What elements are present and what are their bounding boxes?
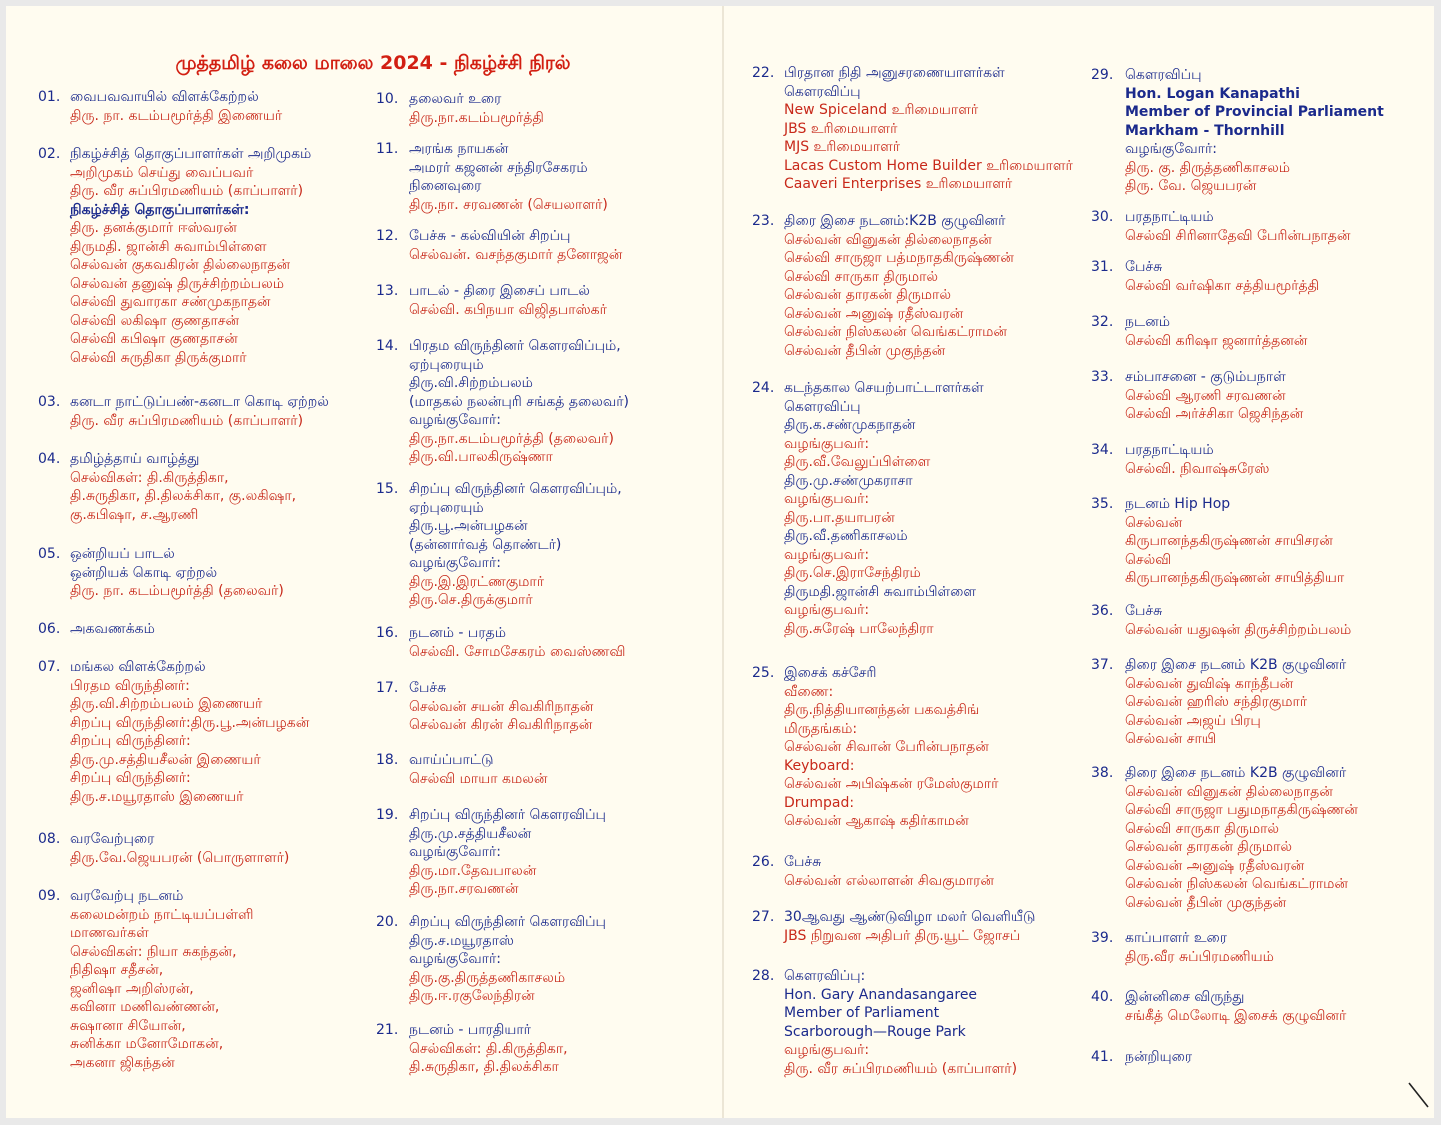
item-line: நடனம் bbox=[1125, 314, 1170, 330]
item-details bbox=[70, 830, 289, 867]
item-number: 08. bbox=[38, 831, 61, 847]
item-details bbox=[70, 450, 296, 524]
item-line: செல்வன் ஆகாஷ் கதிர்காமன் bbox=[784, 813, 969, 829]
item-number: 31. bbox=[1091, 259, 1114, 275]
item-line: செல்வன் அனுஷ் ரதீஸ்வரன் bbox=[784, 305, 964, 322]
item-number: 04. bbox=[38, 451, 61, 467]
item-line: திரு.செ.இராசேந்திரம் bbox=[784, 565, 921, 581]
item-line: கௌரவிப்பு bbox=[1125, 67, 1202, 83]
item-details bbox=[784, 853, 994, 890]
item-number: 10. bbox=[376, 91, 399, 107]
item-details bbox=[70, 393, 329, 430]
item-line: திரு.ச.மயூரதாஸ் bbox=[409, 932, 514, 949]
item-details bbox=[1125, 441, 1269, 478]
item-line: செல்வன் நிஸ்கலன் வெங்கட்ராமன் bbox=[1125, 876, 1348, 892]
item-line: திரு. கு. திருத்தணிகாசலம் bbox=[1125, 159, 1291, 176]
item-line: வழங்குவோர்: bbox=[409, 412, 501, 428]
item-number: 21. bbox=[376, 1022, 399, 1038]
item-line: கௌரவிப்பு bbox=[784, 398, 861, 415]
item-number: 27. bbox=[752, 909, 775, 925]
item-line: திரை இசை நடனம் K2B குழுவினர் bbox=[1125, 765, 1347, 781]
item-number: 20. bbox=[376, 914, 399, 930]
item-line: செல்வி அர்ச்சிகா ஜெசிந்தன் bbox=[1125, 406, 1304, 422]
item-details bbox=[1125, 602, 1351, 639]
item-line: வழங்குபவர்: bbox=[784, 1042, 870, 1058]
item-line: ஒன்றியக் கொடி ஏற்றல் bbox=[70, 564, 218, 581]
item-line: செல்வி. கபிநயா விஜிதபாஸ்கர் bbox=[409, 301, 607, 318]
item-line: வழங்குவோர்: bbox=[1125, 141, 1217, 157]
item-line: செல்வன் சாயி bbox=[1125, 731, 1217, 747]
item-line: திரு.மு.சண்முகராசா bbox=[784, 472, 913, 489]
item-number: 40. bbox=[1091, 989, 1114, 1005]
item-line: வழங்குபவர்: bbox=[784, 435, 870, 452]
item-line: செல்வி சாருகா திருமால் bbox=[784, 268, 939, 285]
item-line: செல்விகள்: நியா சுகந்தன், bbox=[70, 943, 237, 960]
item-line: கௌரவிப்பு bbox=[784, 83, 861, 100]
item-line: செல்வன் யதுஷன் திருச்சிற்றம்பலம் bbox=[1125, 621, 1352, 638]
item-number: 05. bbox=[38, 546, 61, 562]
item-details bbox=[409, 282, 607, 319]
item-number: 15. bbox=[376, 481, 399, 497]
item-line: Keyboard: bbox=[784, 757, 855, 774]
item-details bbox=[1125, 368, 1303, 424]
item-line: திரு.நா.கடம்பமூர்த்தி bbox=[409, 109, 544, 126]
item-line: திரு. நா. கடம்பமூர்த்தி (தலைவர்) bbox=[70, 583, 284, 599]
item-number: 26. bbox=[752, 854, 775, 870]
item-line: திரு.நா.சரவணன் bbox=[409, 881, 519, 897]
item-details bbox=[1125, 495, 1344, 588]
item-details bbox=[409, 140, 608, 214]
item-line: Scarborough—Rouge Park bbox=[784, 1023, 966, 1040]
item-line: திரு. வீர சுப்பிரமணியம் (காப்பாளர்) bbox=[70, 183, 304, 199]
item-line: கலைமன்றம் நாட்டியப்பள்ளி bbox=[70, 906, 254, 923]
item-line: தி.சுருதிகா, தி.திலக்சிகா, கு.லகிஷா, bbox=[70, 488, 297, 504]
item-number: 02. bbox=[38, 146, 61, 162]
item-number: 41. bbox=[1091, 1049, 1114, 1065]
item-line: செல்வி கரிஷா ஜனார்த்தனன் bbox=[1125, 332, 1308, 349]
item-line: செல்வன் தனுஷ் திருச்சிற்றம்பலம் bbox=[70, 275, 284, 292]
item-line: திரு. நா. கடம்பமூர்த்தி இணையர் bbox=[70, 107, 283, 124]
item-line: பேச்சு bbox=[1125, 259, 1163, 275]
item-line: நிகழ்ச்சித் தொகுப்பாளர்கள்: bbox=[70, 201, 250, 218]
item-line: கிருபானந்தகிருஷ்ணன் சாயிசரன் bbox=[1125, 533, 1333, 549]
item-details bbox=[70, 545, 284, 601]
item-line: செல்வன் அபிஷ்கன் ரமேஸ்குமார் bbox=[784, 776, 999, 792]
item-line: செல்வி bbox=[1125, 551, 1172, 568]
item-number: 29. bbox=[1091, 67, 1114, 83]
item-details bbox=[409, 480, 622, 610]
item-line: வழங்குபவர்: bbox=[784, 546, 870, 563]
item-line: செல்வன் தீபின் முகுந்தன் bbox=[1125, 894, 1287, 911]
item-line: அகனா ஜிகந்தன் bbox=[70, 1054, 175, 1071]
item-details bbox=[70, 620, 155, 639]
item-details bbox=[409, 624, 625, 661]
item-number: 37. bbox=[1091, 657, 1114, 673]
item-line: செல்வன் வினுகன் தில்லைநாதன் bbox=[1125, 783, 1333, 800]
item-line: நினைவுரை bbox=[409, 178, 482, 194]
item-line: திரு. தனக்குமார் ஈஸ்வரன் bbox=[70, 220, 237, 236]
item-line: திரு.வீ.வேலுப்பிள்ளை bbox=[784, 454, 931, 470]
item-line: செல்விகள்: தி.கிருத்திகா, bbox=[409, 1040, 568, 1057]
item-number: 11. bbox=[376, 141, 399, 157]
item-number: 34. bbox=[1091, 442, 1114, 458]
item-line: வரவேற்பு நடனம் bbox=[70, 888, 184, 904]
item-line: செல்விகள்: தி.கிருத்திகா, bbox=[70, 469, 229, 486]
item-line: MJS உரிமையாளர் bbox=[784, 139, 901, 155]
item-line: செல்வன் துவிஷ் காந்தீபன் bbox=[1125, 675, 1294, 692]
item-line: சங்கீத் மெலோடி இசைக் குழுவினர் bbox=[1125, 1007, 1347, 1024]
item-details bbox=[409, 337, 629, 467]
item-number: 30. bbox=[1091, 209, 1114, 225]
item-line: அரங்க நாயகன் bbox=[409, 141, 509, 157]
item-line: செல்வன் bbox=[1125, 514, 1183, 531]
item-details bbox=[1125, 656, 1346, 749]
item-line: செல்வன் கிரன் சிவகிரிநாதன் bbox=[409, 717, 593, 733]
item-line: Hon. Logan Kanapathi bbox=[1125, 85, 1300, 102]
item-line: செல்வி. நிவாஷ்சுரேஸ் bbox=[1125, 460, 1270, 477]
item-line: திரு.செ.திருக்குமார் bbox=[409, 592, 533, 608]
item-details bbox=[1125, 764, 1358, 912]
item-line: வாய்ப்பாட்டு bbox=[409, 752, 494, 768]
item-number: 39. bbox=[1091, 930, 1114, 946]
item-details bbox=[1125, 1048, 1192, 1067]
item-details bbox=[409, 1021, 568, 1077]
item-line: கனடா நாட்டுப்பண்-கனடா கொடி ஏற்றல் bbox=[70, 394, 329, 410]
item-line: ஒன்றியப் பாடல் bbox=[70, 546, 175, 562]
item-line: திரு.பா.தயாபரன் bbox=[784, 509, 895, 526]
item-line: நடனம் - பாரதியார் bbox=[409, 1022, 531, 1038]
item-line: சிறப்பு விருந்தினர் கௌரவிப்பும், bbox=[409, 481, 622, 497]
item-line: திரு.வீர சுப்பிரமணியம் bbox=[1125, 948, 1274, 965]
item-details bbox=[784, 212, 1014, 360]
item-line: Lacas Custom Home Builder உரிமையாளர் bbox=[784, 157, 1073, 174]
item-number: 13. bbox=[376, 283, 399, 299]
item-line: ஜனிஷா அறிஸ்ரன், bbox=[70, 980, 194, 997]
item-line: திரு.மு.சத்தியசீலன் bbox=[409, 825, 532, 842]
item-details bbox=[784, 967, 1017, 1078]
item-line: திரு.கு.திருத்தணிகாசலம் bbox=[409, 969, 566, 986]
item-line: திரு.வி.பாலகிருஷ்ணா bbox=[409, 449, 553, 465]
item-line: திரு.நா.கடம்பமூர்த்தி (தலைவர்) bbox=[409, 430, 614, 447]
item-line: கிருபானந்தகிருஷ்ணன் சாயித்தியா bbox=[1125, 570, 1345, 586]
item-line: திரு.வி.சிற்றம்பலம் bbox=[409, 375, 533, 391]
item-line: செல்வன் சிவான் பேரின்பநாதன் bbox=[784, 739, 989, 755]
item-line: பேச்சு - கல்வியின் சிறப்பு bbox=[409, 228, 571, 244]
item-details bbox=[409, 806, 606, 899]
item-details bbox=[784, 908, 1035, 945]
item-line: சுனிக்கா மனோமோகன், bbox=[70, 1036, 224, 1052]
item-line: பிரதான நிதி அனுசரணையாளர்கள் bbox=[784, 65, 1005, 81]
item-line: செல்வி. சோமசேகரம் வைஸ்ணவி bbox=[409, 643, 626, 660]
item-line: வழங்குவோர்: bbox=[409, 844, 501, 860]
item-number: 23. bbox=[752, 213, 775, 229]
item-line: வழங்குவோர்: bbox=[409, 555, 501, 571]
item-line: அகவணக்கம் bbox=[70, 621, 155, 637]
item-line: கவினா மணிவண்ணன், bbox=[70, 999, 220, 1015]
item-line: ஏற்புரையும் bbox=[409, 356, 484, 373]
item-line: செல்வி சாருஜா பதுமநாதகிருஷ்ணன் bbox=[1125, 802, 1358, 818]
item-line: JBS உரிமையாளர் bbox=[784, 120, 898, 137]
item-number: 35. bbox=[1091, 496, 1114, 512]
item-line: திரு.நா. சரவணன் (செயலாளர்) bbox=[409, 196, 608, 213]
item-line: திரு.பூ.அன்பழகன் bbox=[409, 518, 528, 534]
item-line: திரு.இ.இரட்ணகுமார் bbox=[409, 573, 545, 590]
item-line: பேச்சு bbox=[409, 680, 447, 696]
item-line: செல்வன் சயன் சிவகிரிநாதன் bbox=[409, 698, 594, 715]
item-line: செல்வன் ஹரிஸ் சந்திரகுமார் bbox=[1125, 694, 1308, 710]
item-line: கு.கபிஷா, ச.ஆரணி bbox=[70, 506, 199, 523]
item-line: நடனம் - பரதம் bbox=[409, 625, 506, 641]
item-line: செல்வி சாருகா திருமால் bbox=[1125, 820, 1280, 837]
item-line: நிதிஷா சதீசன், bbox=[70, 962, 164, 978]
item-line: திரு.க.சண்முகநாதன் bbox=[784, 417, 916, 433]
item-line: இசைக் கச்சேரி bbox=[784, 665, 877, 681]
item-line: அமரர் கஜனன் சந்திரசேகரம் bbox=[409, 159, 588, 176]
item-line: Drumpad: bbox=[784, 794, 855, 811]
item-details bbox=[409, 227, 622, 264]
pen-mark bbox=[1406, 1080, 1432, 1110]
item-line: சம்பாசனை - குடும்பநாள் bbox=[1125, 369, 1286, 385]
item-number: 33. bbox=[1091, 369, 1114, 385]
item-line: திரு.வி.சிற்றம்பலம் இணையர் bbox=[70, 696, 263, 712]
item-line: செல்வன். வசந்தகுமார் தனோஜன் bbox=[409, 246, 623, 263]
item-line: திருமதி.ஜான்சி சுவாம்பிள்ளை bbox=[784, 583, 977, 600]
item-number: 09. bbox=[38, 888, 61, 904]
item-line: கௌரவிப்பு: bbox=[784, 968, 866, 984]
item-number: 24. bbox=[752, 380, 775, 396]
item-line: செல்வி சாருஜா பத்மநாதகிருஷ்ணன் bbox=[784, 250, 1014, 266]
item-line: நடனம் Hip Hop bbox=[1125, 496, 1231, 512]
item-number: 16. bbox=[376, 625, 399, 641]
item-line: Caaveri Enterprises உரிமையாளர் bbox=[784, 176, 1013, 192]
item-number: 07. bbox=[38, 659, 61, 675]
item-line: பிரதம விருந்தினர்: bbox=[70, 677, 190, 694]
item-line: பரதநாட்டியம் bbox=[1125, 442, 1214, 458]
item-line: மாணவர்கள் bbox=[70, 925, 149, 941]
item-details bbox=[1125, 313, 1307, 350]
item-number: 03. bbox=[38, 394, 61, 410]
item-line: திரு.சுரேஷ் பாலேந்திரா bbox=[784, 620, 934, 637]
item-line: திரு.வே.ஜெயபரன் (பொருளாளர்) bbox=[70, 849, 290, 866]
item-line: திரு.நித்தியானந்தன் பகவத்சிங் bbox=[784, 702, 980, 718]
item-line: திரு.மு.சத்தியசீலன் இணையர் bbox=[70, 751, 261, 768]
item-line: சிறப்பு விருந்தினர் கௌரவிப்பு bbox=[409, 914, 606, 930]
item-number: 06. bbox=[38, 621, 61, 637]
item-line: (தன்னார்வத் தொண்டர்) bbox=[409, 536, 562, 553]
item-line: செல்வன் குகவகிரன் தில்லைநாதன் bbox=[70, 257, 291, 273]
item-line: செல்வன் வினுகன் தில்லைநாதன் bbox=[784, 231, 992, 248]
item-line: செல்வி கபிஷா குணதாசன் bbox=[70, 331, 238, 347]
item-line: வழங்குவோர்: bbox=[409, 951, 501, 967]
item-line: பேச்சு bbox=[784, 854, 822, 870]
item-line: மங்கல விளக்கேற்றல் bbox=[70, 659, 206, 675]
item-details bbox=[1125, 66, 1384, 196]
item-line: செல்வன் நிஸ்கலன் வெங்கட்ராமன் bbox=[784, 324, 1007, 340]
item-line: தி.சுருதிகா, தி.திலக்சிகா bbox=[409, 1059, 559, 1075]
item-line: திரை இசை நடனம்:K2B குழுவினர் bbox=[784, 213, 1006, 229]
item-details bbox=[1125, 258, 1319, 295]
item-line: இன்னிசை விருந்து bbox=[1125, 989, 1245, 1005]
item-line: திருமதி. ஜான்சி சுவாம்பிள்ளை bbox=[70, 238, 267, 255]
item-line: செல்வி லகிஷா குணதாசன் bbox=[70, 312, 240, 329]
item-line: வழங்குபவர்: bbox=[784, 491, 870, 507]
item-line: பரதநாட்டியம் bbox=[1125, 209, 1214, 225]
item-line: செல்வி சிரினாதேவி பேரின்பநாதன் bbox=[1125, 227, 1351, 244]
item-number: 22. bbox=[752, 65, 775, 81]
item-line: அறிமுகம் செய்து வைப்பவர் bbox=[70, 164, 254, 181]
item-line: சிறப்பு விருந்தினர் கௌரவிப்பு bbox=[409, 807, 606, 823]
item-line: வழங்குபவர்: bbox=[784, 602, 870, 618]
item-line: செல்வன் அனுஷ் ரதீஸ்வரன் bbox=[1125, 857, 1305, 874]
item-line: மிருதங்கம்: bbox=[784, 720, 858, 737]
item-line: செல்வி மாயா கமலன் bbox=[409, 770, 548, 787]
item-line: செல்வன் எல்லாளன் சிவகுமாரன் bbox=[784, 872, 994, 889]
item-line: வைபவவாயில் விளக்கேற்றல் bbox=[70, 89, 259, 105]
item-details bbox=[70, 658, 309, 806]
item-line: வரவேற்புரை bbox=[70, 831, 155, 847]
item-details bbox=[784, 664, 998, 831]
item-line: நிகழ்ச்சித் தொகுப்பாளர்கள் அறிமுகம் bbox=[70, 146, 312, 162]
item-number: 25. bbox=[752, 665, 775, 681]
item-details bbox=[1125, 208, 1350, 245]
item-line: செல்வன் தாரகன் திருமால் bbox=[784, 287, 951, 303]
item-details bbox=[409, 679, 593, 735]
item-line: ஏற்புரையும் bbox=[409, 499, 484, 516]
item-line: சிறப்பு விருந்தினர்:திரு.பூ.அன்பழகன் bbox=[70, 714, 310, 731]
item-number: 17. bbox=[376, 680, 399, 696]
item-line: வீணை: bbox=[784, 683, 834, 700]
item-line: செல்வன் தாரகன் திருமால் bbox=[1125, 839, 1292, 855]
item-details bbox=[409, 751, 547, 788]
item-line: 30ஆவது ஆண்டுவிழா மலர் வெளியீடு bbox=[784, 909, 1036, 925]
item-number: 19. bbox=[376, 807, 399, 823]
item-details bbox=[1125, 929, 1274, 966]
item-line: திரு.ச.மயூரதாஸ் இணையர் bbox=[70, 788, 244, 805]
item-line: செல்வன் தீபின் முகுந்தன் bbox=[784, 342, 946, 359]
item-line: தலைவர் உரை bbox=[409, 91, 502, 107]
item-line: Member of Parliament bbox=[784, 1005, 940, 1021]
item-line: திரு. வீர சுப்பிரமணியம் (காப்பாளர்) bbox=[784, 1060, 1018, 1077]
item-details bbox=[1125, 988, 1346, 1025]
item-line: New Spiceland உரிமையாளர் bbox=[784, 102, 979, 118]
item-line: சிறப்பு விருந்தினர்: bbox=[70, 733, 191, 749]
item-details bbox=[70, 145, 311, 367]
item-line: Hon. Gary Anandasangaree bbox=[784, 986, 978, 1003]
item-line: செல்வி வர்ஷிகா சத்தியமூர்த்தி bbox=[1125, 277, 1320, 294]
item-line: பாடல் - திரை இசைப் பாடல் bbox=[409, 283, 590, 299]
item-number: 18. bbox=[376, 752, 399, 768]
page-fold bbox=[722, 6, 724, 1118]
item-details bbox=[70, 88, 282, 125]
item-details bbox=[784, 379, 984, 638]
item-line: சுஷானா சியோன், bbox=[70, 1017, 186, 1034]
item-line: பிரதம விருந்தினர் கௌரவிப்பும், bbox=[409, 338, 621, 354]
item-line: நன்றியுரை bbox=[1125, 1049, 1193, 1065]
item-line: செல்வன் அஜய் பிரபு bbox=[1125, 712, 1261, 729]
item-line: தமிழ்த்தாய் வாழ்த்து bbox=[70, 451, 200, 467]
item-line: பேச்சு bbox=[1125, 603, 1163, 619]
item-number: 38. bbox=[1091, 765, 1114, 781]
item-details bbox=[784, 64, 1073, 194]
item-line: கடந்தகால செயற்பாட்டாளர்கள் bbox=[784, 380, 984, 396]
item-number: 28. bbox=[752, 968, 775, 984]
item-number: 36. bbox=[1091, 603, 1114, 619]
item-line: Member of Provincial Parliament bbox=[1125, 104, 1384, 120]
item-line: சிறப்பு விருந்தினர்: bbox=[70, 770, 191, 786]
item-line: திரு.மா.தேவபாலன் bbox=[409, 862, 537, 879]
item-number: 01. bbox=[38, 89, 61, 105]
item-details bbox=[409, 913, 606, 1006]
item-line: திரு. வீர சுப்பிரமணியம் (காப்பாளர்) bbox=[70, 412, 304, 429]
item-details bbox=[70, 887, 253, 1072]
item-number: 14. bbox=[376, 338, 399, 354]
item-line: செல்வி துவாரகா சண்முகநாதன் bbox=[70, 294, 271, 310]
item-details bbox=[409, 90, 544, 127]
item-number: 32. bbox=[1091, 314, 1114, 330]
item-line: திரு.வீ.தணிகாசலம் bbox=[784, 528, 908, 544]
item-line: (மாதகல் நலன்புரி சங்கத் தலைவர்) bbox=[409, 393, 630, 410]
page-title: முத்தமிழ் கலை மாலை 2024 - நிகழ்ச்சி நிரல் bbox=[175, 52, 571, 74]
item-line: Markham - Thornhill bbox=[1125, 122, 1285, 139]
item-line: செல்வி சுருதிகா திருக்குமார் bbox=[70, 349, 247, 366]
item-line: திரு. வே. ஜெயபரன் bbox=[1125, 178, 1257, 194]
item-line: காப்பாளர் உரை bbox=[1125, 930, 1227, 946]
item-line: JBS நிறுவன அதிபர் திரு.யூட் ஜோசப் bbox=[784, 927, 1021, 944]
item-line: திரை இசை நடனம் K2B குழுவினர் bbox=[1125, 657, 1347, 673]
item-number: 12. bbox=[376, 228, 399, 244]
item-line: திரு.ஈ.ரகுலேந்திரன் bbox=[409, 988, 535, 1004]
item-line: செல்வி ஆரணி சரவணன் bbox=[1125, 387, 1286, 404]
